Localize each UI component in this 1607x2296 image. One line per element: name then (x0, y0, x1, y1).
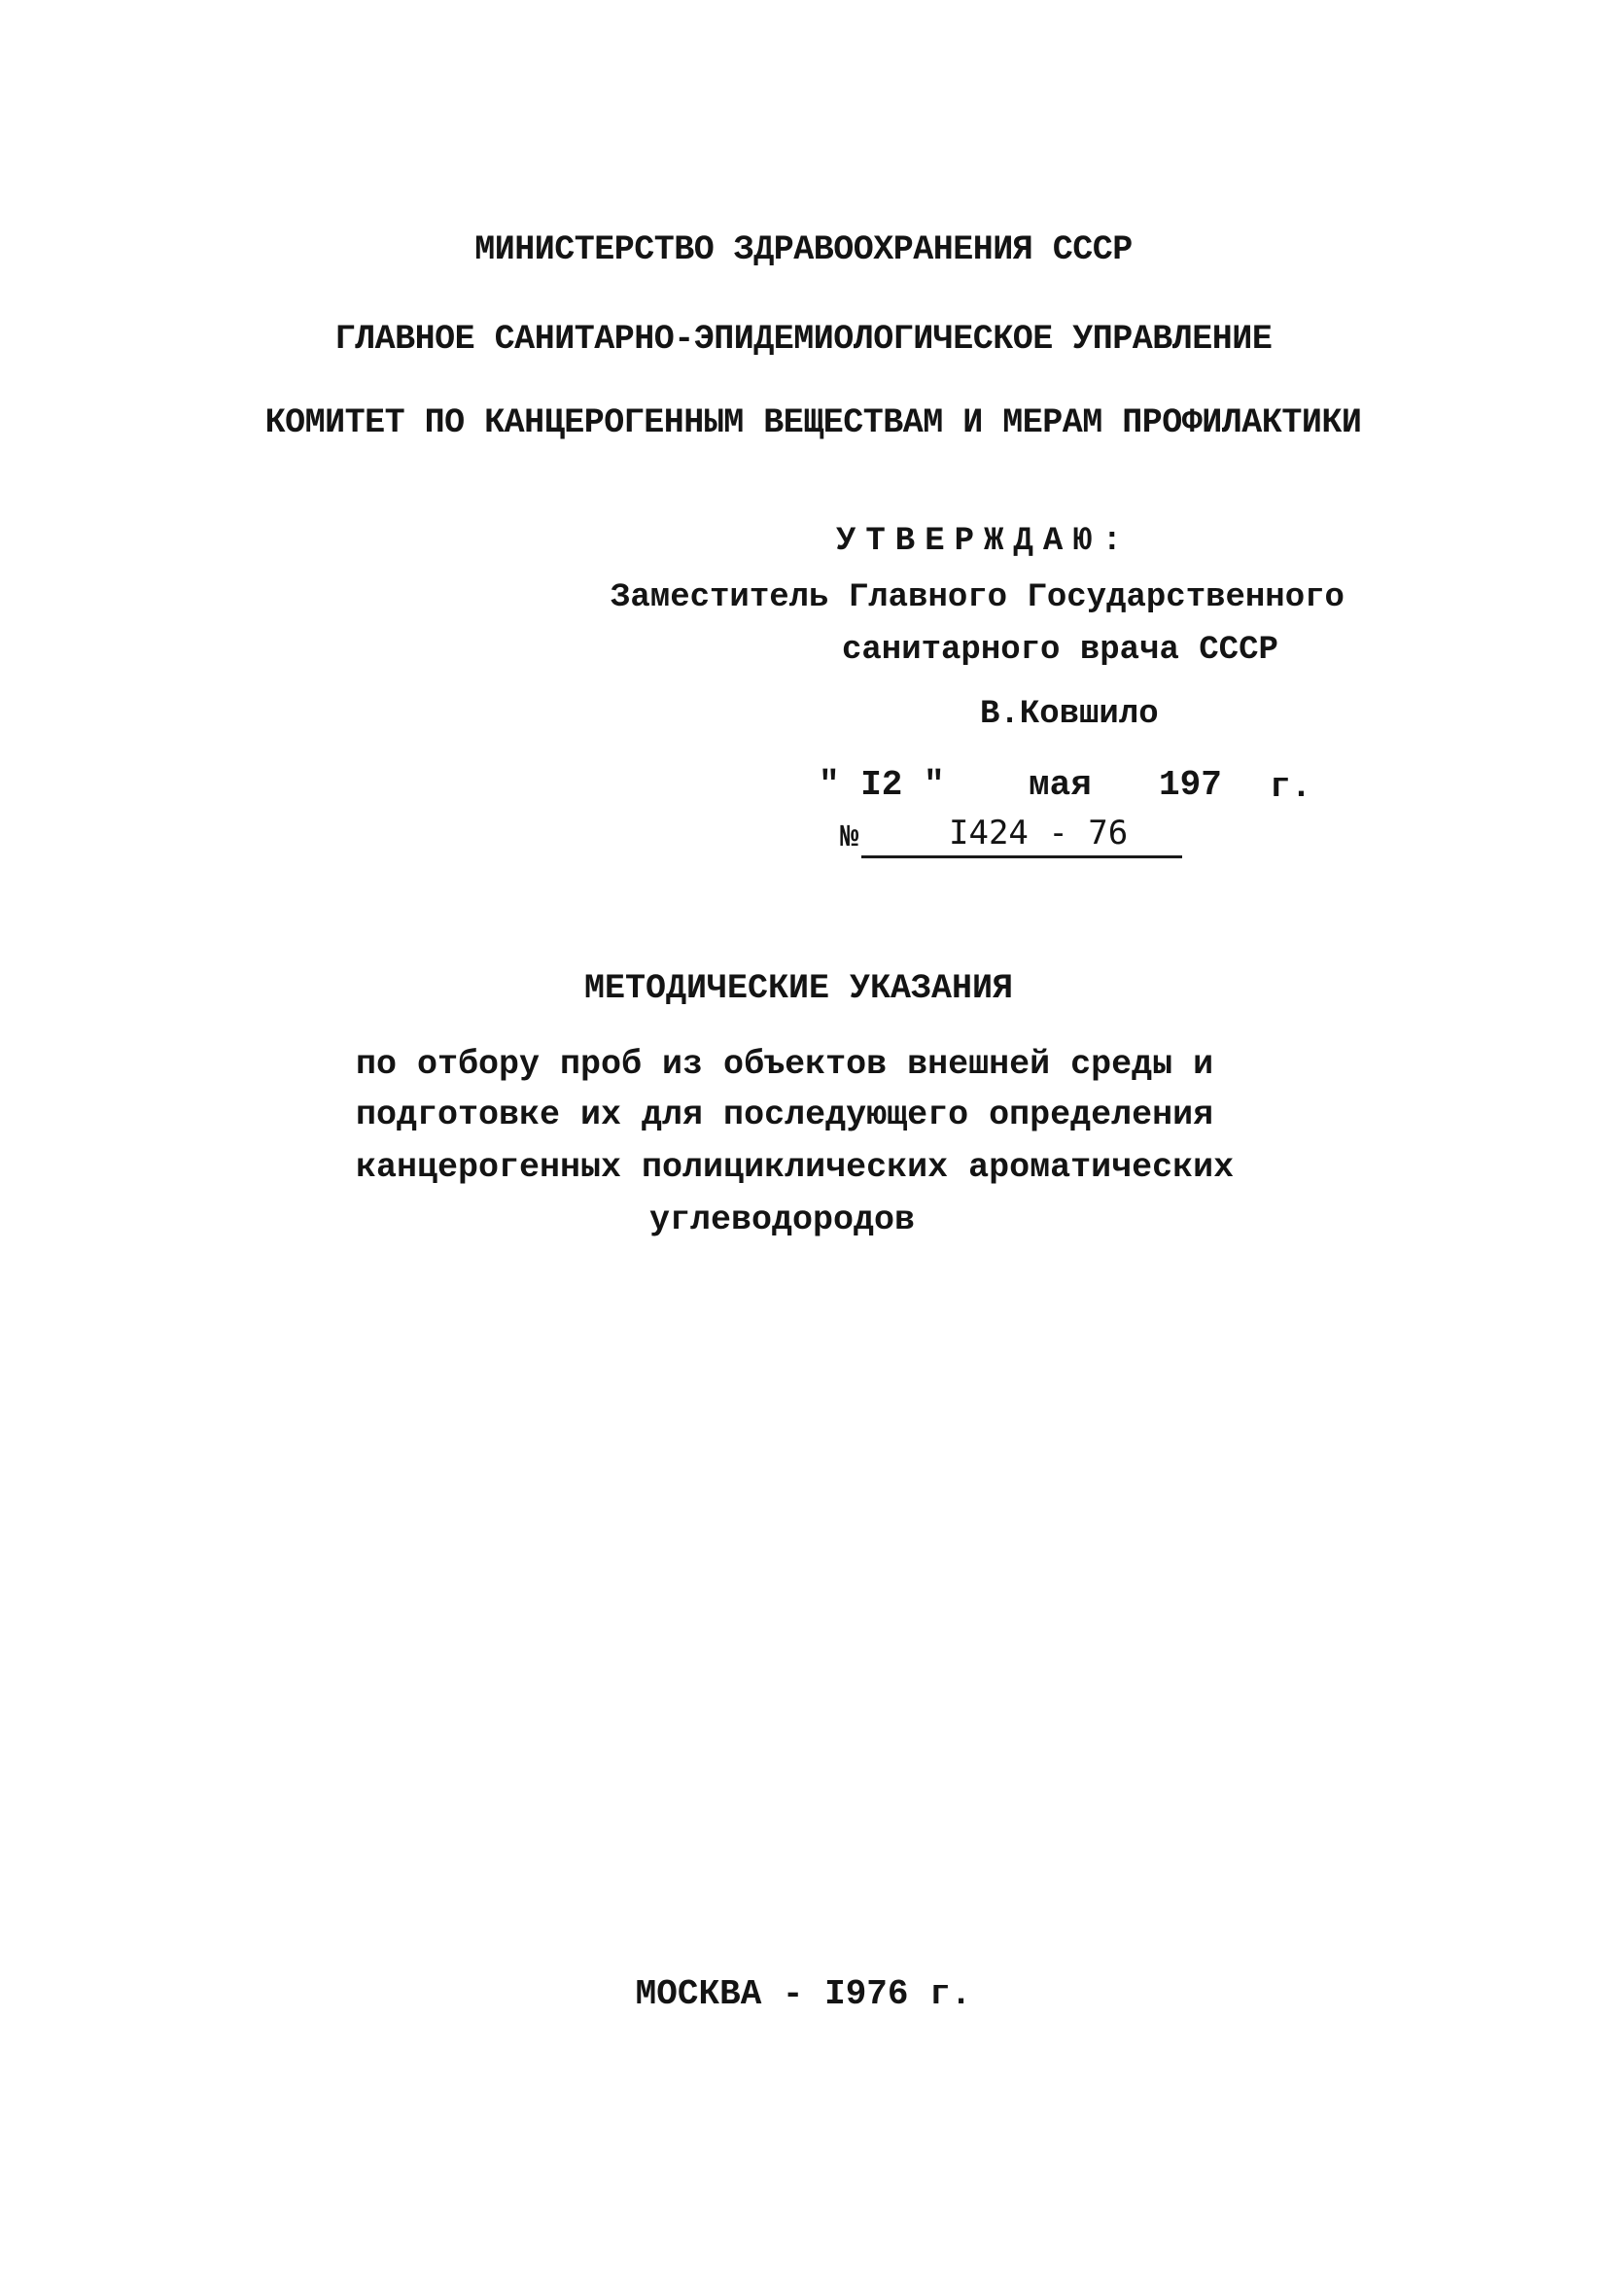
approval-position-line1: Заместитель Главного Государственного (611, 579, 1345, 616)
approval-signatory: В.Ковшило (980, 696, 1159, 733)
approval-number: I424 - 76 (949, 814, 1129, 852)
approval-number-prefix: № (840, 819, 859, 855)
approval-date-year: 197 (1159, 765, 1222, 805)
approval-number-underline (861, 855, 1182, 858)
approval-date-suffix: г. (1270, 767, 1312, 807)
department-name: ГЛАВНОЕ САНИТАРНО-ЭПИДЕМИОЛОГИЧЕСКОЕ УПРАВЛЕНИЕ (334, 320, 1273, 359)
approval-heading: УТВЕРЖДАЮ: (836, 523, 1133, 560)
document-subtitle-line1: по отбору проб из объектов внешней среды и (356, 1045, 1214, 1084)
document-subtitle-line3: канцерогенных полициклических ароматических (356, 1148, 1235, 1187)
committee-name: КОМИТЕТ ПО КАНЦЕРОГЕННЫМ ВЕЩЕСТВАМ И МЕРАМ ПРОФИЛАКТИКИ (264, 403, 1362, 442)
document-title: МЕТОДИЧЕСКИЕ УКАЗАНИЯ (583, 969, 1014, 1008)
document-subtitle-line4: углеводородов (649, 1200, 916, 1239)
approval-position-line2: санитарного врача СССР (842, 632, 1278, 669)
approval-date-month: мая (1029, 765, 1092, 805)
approval-date-day: " I2 " (819, 765, 945, 805)
ministry-name: МИНИСТЕРСТВО ЗДРАВООХРАНЕНИЯ СССР (474, 230, 1133, 269)
document-subtitle-line2: подготовке их для последующего определения (356, 1096, 1214, 1134)
place-and-year: МОСКВА - I976 г. (635, 1974, 972, 2014)
